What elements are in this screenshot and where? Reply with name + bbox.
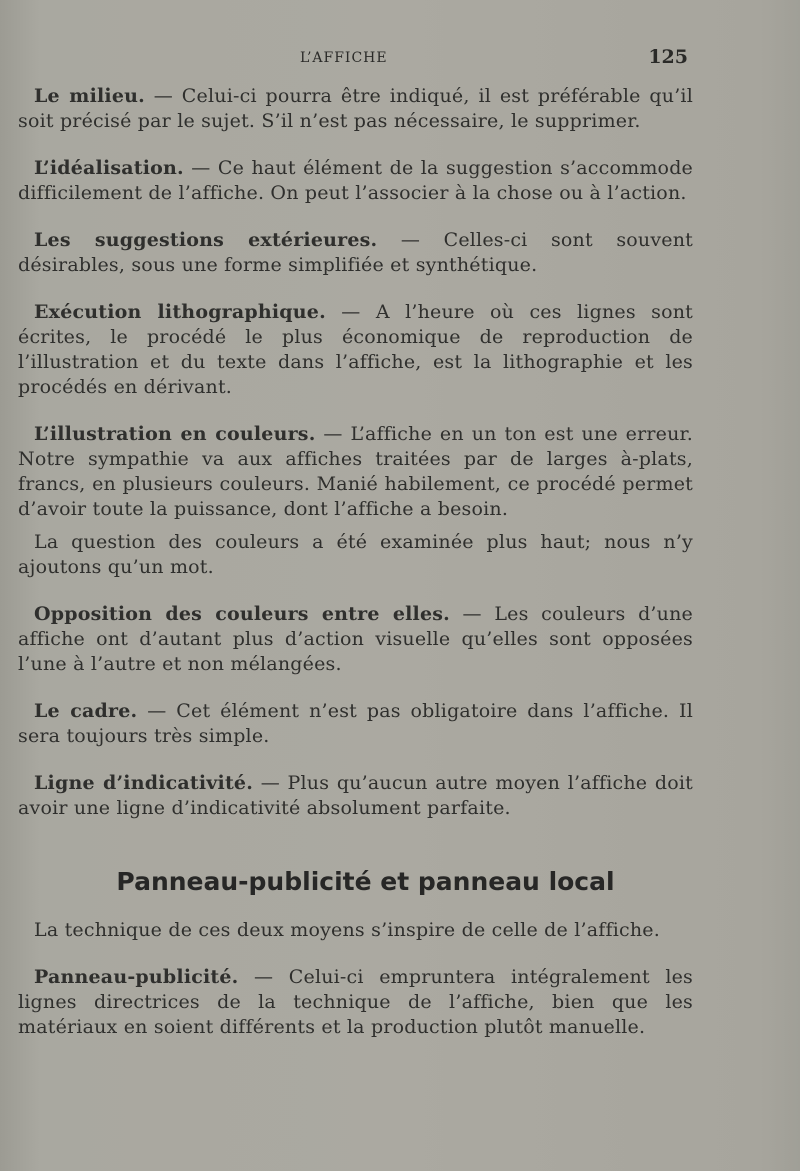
paragraph-text: — Ce haut élément de la suggestion s’accommode difficilement de l’affiche. On peut l’associer à la chose ou à l’action. xyxy=(18,157,693,204)
paragraph-lead: Opposition des couleurs entre elles. xyxy=(34,603,450,625)
paragraph-lead: L’idéalisation. xyxy=(34,157,184,179)
paragraph-text: — Celles-ci sont souvent désirables, sous une forme simplifiée et synthétique. xyxy=(18,229,693,276)
paragraph-text: — Cet élément n’est pas obligatoire dans l’affiche. Il sera toujours très simple. xyxy=(18,700,693,747)
paragraph-text: La question des couleurs a été examinée plus haut; nous n’y ajoutons qu’un mot. xyxy=(18,531,693,578)
paragraph-opposition-couleurs xyxy=(18,602,693,677)
paragraph-text: — Plus qu’aucun autre moyen l’affiche doit avoir une ligne d’indicativité absolument parfaite. xyxy=(18,772,693,819)
paragraph-lead: Les suggestions extérieures. xyxy=(34,229,378,251)
paragraph-le-milieu xyxy=(18,84,693,134)
page-number: 125 xyxy=(648,46,688,68)
paragraph-text: — Celui-ci empruntera intégralement les lignes directrices de la technique de l’affiche, bien que les matériaux en soient différents et la production plutôt manuelle. xyxy=(18,966,693,1038)
paragraph-lead: Le milieu. xyxy=(34,85,145,107)
paragraph-question-couleurs xyxy=(18,530,693,580)
paragraph-illustration-couleurs xyxy=(18,422,693,522)
paragraph-le-cadre xyxy=(18,699,693,749)
paragraph-ligne-indicativite xyxy=(18,771,693,821)
running-head xyxy=(0,46,800,72)
paragraph-lead: Panneau-publicité. xyxy=(34,966,239,988)
paragraph-text: — Celui-ci pourra être indiqué, il est préférable qu’il soit précisé par le sujet. S’il n’est pas nécessaire, le supprimer. xyxy=(18,85,693,132)
paragraph-text: La technique de ces deux moyens s’inspire de celle de l’affiche. xyxy=(34,919,660,941)
paragraph-lead: Ligne d’indicativité. xyxy=(34,772,254,794)
paragraph-execution-lithographique xyxy=(18,300,693,400)
paragraph-idealisation xyxy=(18,156,693,206)
body-text xyxy=(18,84,693,1062)
paragraph-panneau-publicite xyxy=(18,965,693,1040)
paragraph-text: — L’affiche en un ton est une erreur. Notre sympathie va aux affiches traitées par de larges à-plats, francs, en plusieurs couleurs. Manié habilement, ce procédé permet d’avoir toute la puissance, dont l’affiche a besoin. xyxy=(18,423,693,520)
section-intro xyxy=(18,918,693,943)
running-title: L’AFFICHE xyxy=(300,50,388,66)
paragraph-text: — Les couleurs d’une affiche ont d’autant plus d’action visuelle qu’elles sont opposées l’une à l’autre et non mélangées. xyxy=(18,603,693,675)
paragraph-lead: Le cadre. xyxy=(34,700,138,722)
paragraph-text: — A l’heure où ces lignes sont écrites, le procédé le plus économique de reproduction de l’illustration et du texte dans l’affiche, est la lithographie et les procédés en dérivant. xyxy=(18,301,693,398)
paragraph-lead: L’illustration en couleurs. xyxy=(34,423,316,445)
paragraph-lead: Exécution lithographique. xyxy=(34,301,326,323)
section-title: Panneau-publicité et panneau local xyxy=(116,867,615,896)
paragraph-suggestions-exterieures xyxy=(18,228,693,278)
